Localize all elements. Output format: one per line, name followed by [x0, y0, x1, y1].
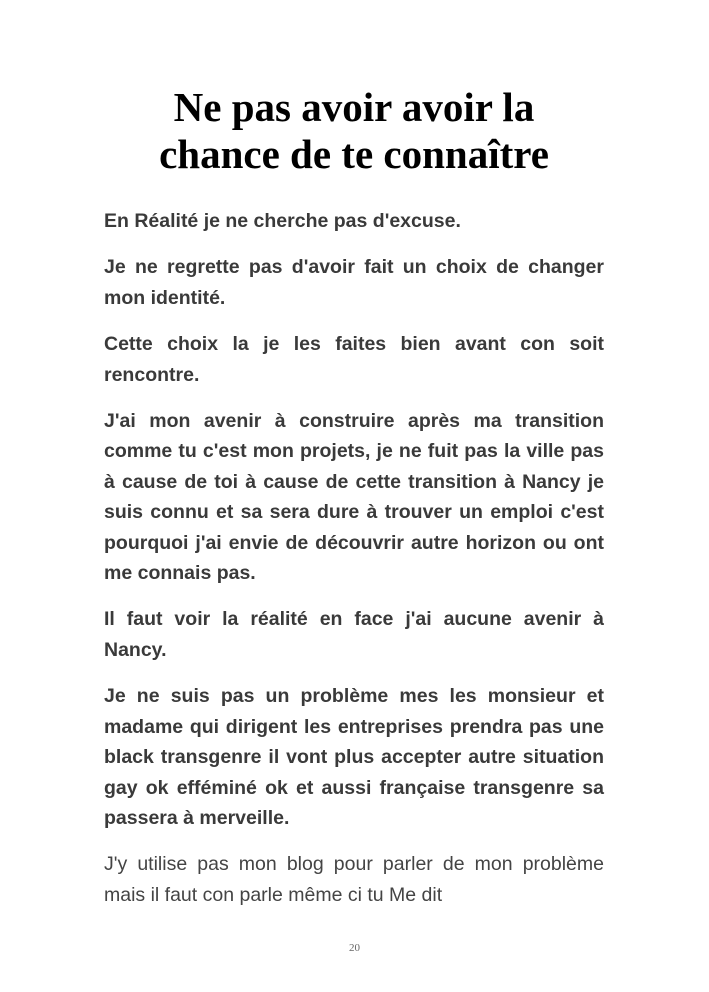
- title-line-1: Ne pas avoir avoir la: [173, 84, 535, 130]
- title-line-2: chance de te connaître: [159, 131, 549, 177]
- paragraph-7: J'y utilise pas mon blog pour parler de mon problème mais il faut con parle même ci tu Me dit: [104, 853, 604, 906]
- paragraph-1: En Réalité je ne cherche pas d'excuse.: [104, 210, 461, 232]
- paragraph-4: J'ai mon avenir à construire après ma transition comme tu c'est mon projets, je ne fuit pas la ville pas à cause de toi à cause de cette transition à Nancy je suis connu et sa sera dure à trouver un emploi c'est pourquoi j'ai envie de découvrir autre horizon ou ont me connais pas.: [104, 410, 604, 585]
- page-title: [104, 84, 604, 178]
- body-text: [104, 206, 604, 926]
- page-number: 20: [349, 942, 360, 954]
- paragraph-5: Il faut voir la réalité en face j'ai aucune avenir à Nancy.: [104, 608, 604, 661]
- paragraph-6: Je ne suis pas un problème mes les monsieur et madame qui dirigent les entreprises prendra pas une black transgenre il vont plus accepter autre situation gay ok efféminé ok et aussi française transgenre sa passera à merveille.: [104, 685, 604, 829]
- paragraph-3: Cette choix la je les faites bien avant con soit rencontre.: [104, 333, 604, 386]
- paragraph-2: Je ne regrette pas d'avoir fait un choix de changer mon identité.: [104, 256, 604, 309]
